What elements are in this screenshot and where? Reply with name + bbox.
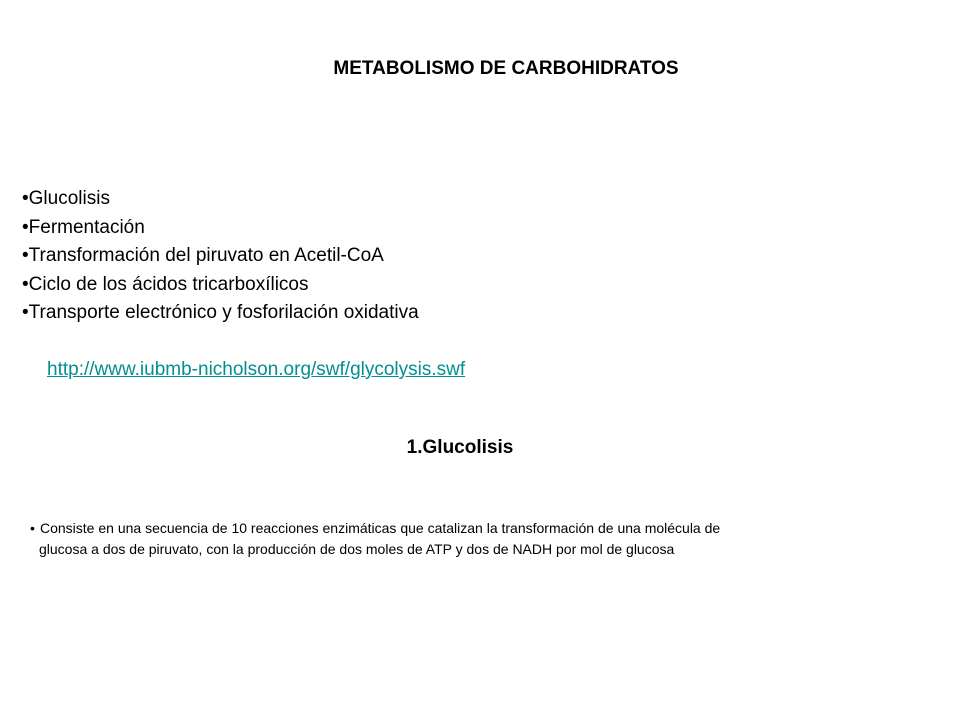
glucolisis-paragraph: [30, 518, 950, 560]
topic-item-fermentacion: •Fermentación: [22, 216, 145, 238]
paragraph-line-2: glucosa a dos de piruvato, con la producción de dos moles de ATP y dos de NADH por mol de glucosa: [39, 541, 675, 557]
glycolysis-link[interactable]: http://www.iubmb-nicholson.org/swf/glycolysis.swf: [47, 359, 466, 380]
topic-item-transporte: •Transporte electrónico y fosforilación oxidativa: [22, 302, 419, 323]
paragraph-line-1: [30, 518, 950, 539]
topic-item-piruvato: •Transformación del piruvato en Acetil-CoA: [22, 245, 384, 266]
bullet-icon: •: [30, 520, 35, 536]
paragraph-line-1-text: Consiste en una secuencia de 10 reacciones enzimáticas que catalizan la transformación de una molécula de: [40, 520, 721, 536]
slide-title: METABOLISMO DE CARBOHIDRATOS: [333, 58, 679, 79]
section-title: 1.Glucolisis: [406, 437, 514, 458]
topic-list: [22, 185, 419, 328]
topic-item-glucolisis: •Glucolisis: [22, 188, 110, 209]
topic-item-ciclo-acidos: •Ciclo de los ácidos tricarboxílicos: [22, 273, 309, 295]
